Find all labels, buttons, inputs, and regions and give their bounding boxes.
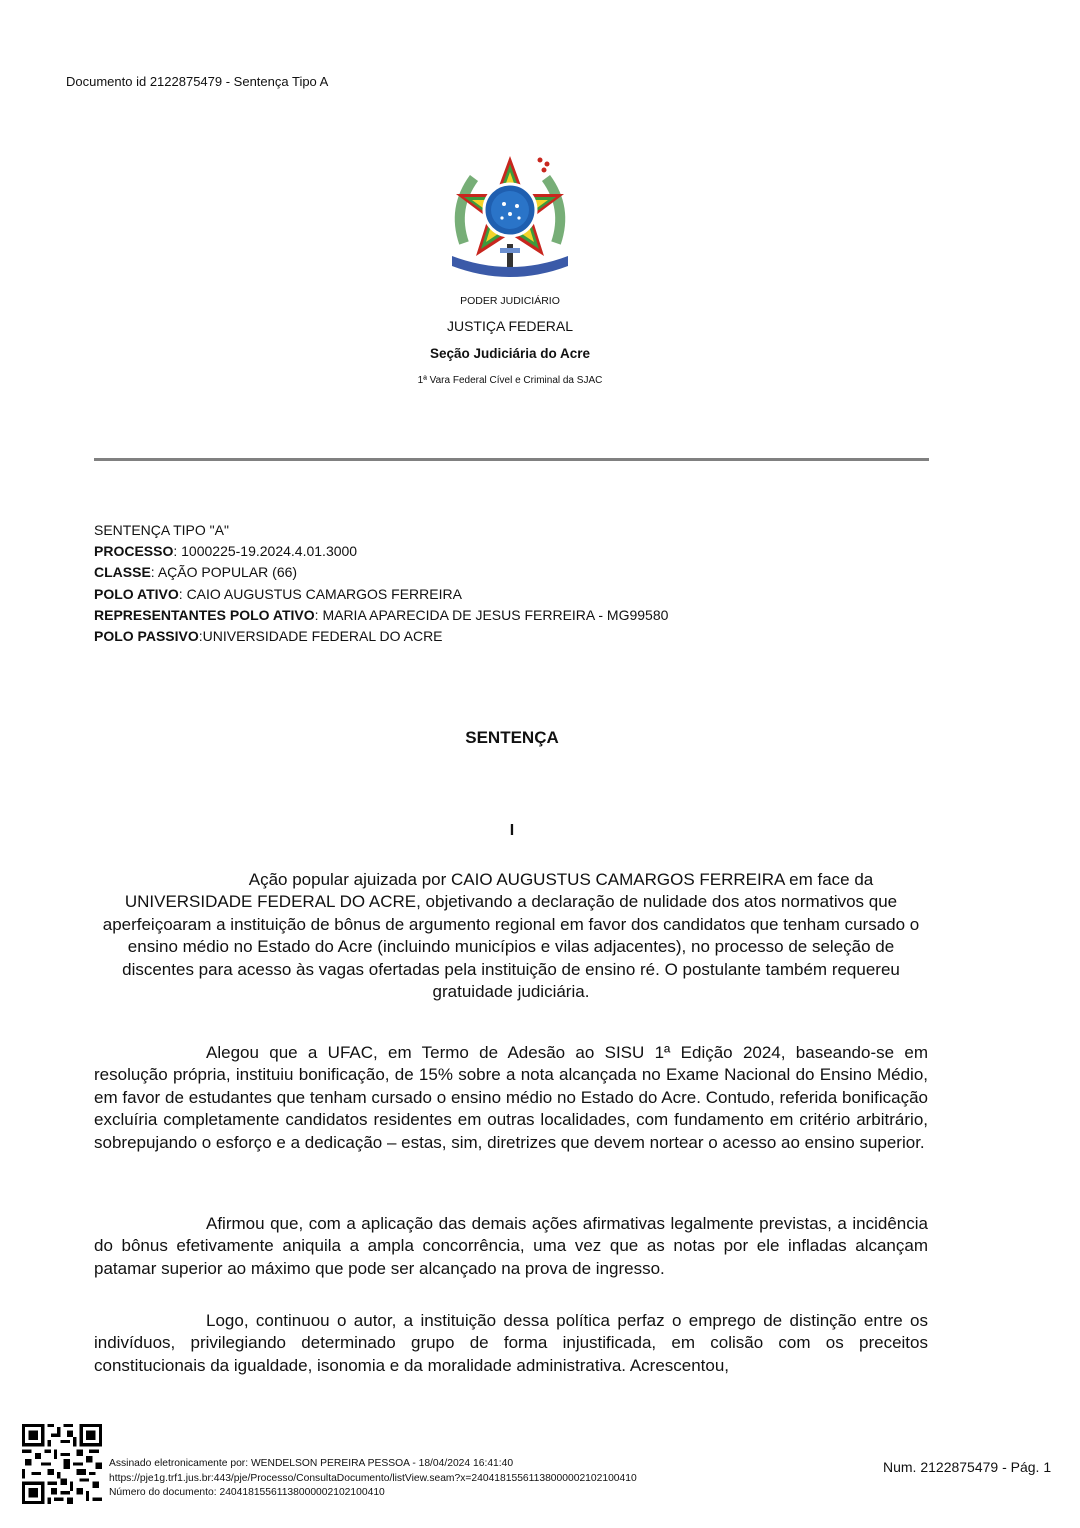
case-field-processo [94, 541, 668, 562]
document-url-link[interactable]: https://pje1g.trf1.jus.br:443/pje/Processo/ConsultaDocumento/listView.seam?x=24041815561138000002102100410 [109, 1472, 637, 1484]
field-separator: : [198, 628, 203, 645]
case-field-polo-ativo [94, 584, 668, 605]
coat-of-arms-icon [444, 148, 576, 284]
document-title: SENTENÇA [465, 728, 559, 747]
case-info-block [94, 520, 668, 647]
field-value: AÇÃO POPULAR (66) [157, 564, 298, 581]
page-number: Num. 2122875479 - Pág. 1 [883, 1459, 1052, 1475]
field-label: PROCESSO [94, 543, 174, 560]
case-field-polo-passivo [94, 626, 668, 647]
field-label: POLO PASSIVO [94, 628, 199, 645]
document-id-line: Documento id 2122875479 - Sentença Tipo A [66, 74, 329, 89]
field-separator: : [314, 606, 323, 623]
field-label: POLO ATIVO [94, 585, 179, 602]
case-field-classe [94, 562, 668, 583]
paragraph-text: Ação popular ajuizada por CAIO AUGUSTUS CAMARGOS FERREIRA em face da UNIVERSIDADE FEDERAL DO ACRE, objetivando a declaração de nulidade dos atos normativos que aperfeiçoaram a instituição de bônus de argumento regional em favor dos candidatos que tenham cursado o ensino médio no Estado do Acre (incluindo municípios e vilas adjacentes), no processo de seleção de discentes para acesso às vagas ofertadas pela instituição de ensino ré. O postulante também requereu gratuidade judiciária. [102, 870, 920, 1002]
header-poder-judiciario: PODER JUDICIÁRIO [460, 295, 560, 307]
paragraph-4: Logo, continuou o autor, a instituição dessa política perfaz o emprego de distinção entre os indivíduos, privilegiando determinado grupo de forma injustificada, em colisão com os preceitos constitucionais da igualdade, isonomia e da moralidade administrativa. Acrescentou, [94, 1311, 928, 1375]
field-separator: : [173, 543, 182, 560]
header-vara: 1ª Vara Federal Cível e Criminal da SJAC [417, 375, 603, 386]
field-value: MARIA APARECIDA DE JESUS FERREIRA - MG99580 [322, 606, 669, 623]
field-separator: : [150, 564, 158, 581]
qr-code-icon[interactable] [22, 1424, 102, 1504]
field-separator: : [178, 585, 187, 602]
signature-footer [109, 1457, 637, 1501]
field-label: REPRESENTANTES POLO ATIVO [94, 606, 315, 623]
signed-by-line: Assinado eletronicamente por: WENDELSON PEREIRA PESSOA - 18/04/2024 16:41:40 [109, 1458, 514, 1469]
paragraph-1 [94, 869, 928, 1003]
paragraph-2: Alegou que a UFAC, em Termo de Adesão ao SISU 1ª Edição 2024, baseando-se em resolução própria, instituiu bonificação, de 15% sobre a nota alcançada no Exame Nacional do Ensino Médio, em favor de estudantes que tenham cursado o ensino médio no Estado do Acre. Contudo, referida bonificação excluíria completamente candidatos residentes em outras localidades, com fundamento em critério arbitrário, sobrepujando o esforço e a dedicação – estas, sim, diretrizes que devem nortear o acesso ao ensino superior. [94, 1043, 928, 1152]
field-value: 1000225-19.2024.4.01.3000 [181, 543, 358, 560]
section-number: I [509, 822, 515, 839]
coat-of-arms-emblem [444, 148, 576, 284]
header-divider [94, 458, 929, 461]
field-value: UNIVERSIDADE FEDERAL DO ACRE [202, 628, 443, 645]
sentence-type-line: SENTENÇA TIPO "A" [94, 522, 229, 538]
case-field-representantes [94, 605, 668, 626]
header-secao-judiciaria: Seção Judiciária do Acre [429, 346, 591, 361]
paragraph-3: Afirmou que, com a aplicação das demais ações afirmativas legalmente previstas, a incidência do bônus efetivamente aniquila a ampla concorrência, uma vez que as notas por ele infladas alcançam patamar superior ao máximo que pode ser alcançado na prova de ingresso. [94, 1214, 928, 1278]
field-label: CLASSE [94, 564, 151, 581]
document-number-line: Número do documento: 24041815561138000002102100410 [109, 1487, 385, 1499]
header-justica-federal: JUSTIÇA FEDERAL [446, 318, 574, 334]
field-value: CAIO AUGUSTUS CAMARGOS FERREIRA [186, 585, 462, 602]
